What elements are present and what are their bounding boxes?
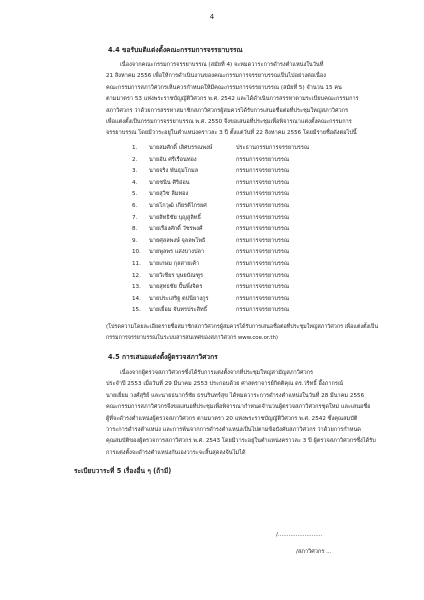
agenda-5-heading: ระเบียบวาระที่ 5 เรื่องอื่น ๆ (ถ้ามี) bbox=[74, 467, 172, 475]
committee-no: 2. bbox=[132, 156, 138, 163]
committee-role: กรรมการจรรยาบรรณ bbox=[236, 249, 290, 256]
committee-row bbox=[132, 178, 372, 190]
committee-row bbox=[132, 271, 372, 283]
committee-name: นายโกวุฒิ เกียรติไกรยศ bbox=[149, 202, 207, 209]
paragraph-line: เพื่อแต่งตั้งเป็นกรรมการจรรยาบรรณ พ.ศ. 2550 จึงขอเสนอที่ประชุมเพื่อพิจารณาแต่งตั้งคณะกรรมการ bbox=[106, 119, 352, 126]
committee-no: 4. bbox=[132, 179, 138, 186]
committee-name: นายเรืองศักดิ์ วัชรพงศ์ bbox=[149, 226, 203, 233]
committee-row bbox=[132, 294, 372, 306]
committee-role: กรรมการจรรยาบรรณ bbox=[236, 260, 290, 267]
committee-row bbox=[132, 213, 372, 225]
committee-no: 13. bbox=[132, 284, 141, 291]
paragraph-line: คุณสมบัติของผู้ตรวจการสภาวิศวกร พ.ศ. 2543 โดยมีวาระอยู่ในตำแหน่งคราวละ 3 ปี ผู้ตรวจสภาวิศวกรซึ่งได้รับ bbox=[106, 438, 376, 445]
committee-row bbox=[132, 247, 372, 259]
committee-name: นายประเสริฐ ตปนียางกูร bbox=[149, 295, 209, 302]
committee-list bbox=[132, 143, 372, 317]
committee-row bbox=[132, 305, 372, 317]
committee-role: กรรมการจรรยาบรรณ bbox=[236, 226, 290, 233]
committee-role: กรรมการจรรยาบรรณ bbox=[236, 214, 290, 221]
committee-name: นายชนิน ศิริอ่อน bbox=[149, 179, 190, 186]
committee-role: ประธานกรรมการจรรยาบรรณ bbox=[236, 145, 310, 151]
committee-role: กรรมการจรรยาบรรณ bbox=[236, 202, 290, 209]
committee-role: กรรมการจรรยาบรรณ bbox=[236, 295, 290, 302]
paragraph-line: ผู้ที่จะดำรงตำแหน่งผู้ตรวจสภาวิศวกร ตามมาตรา 20 แห่งพระราชบัญญัติวิศวกร พ.ศ. 2542 ซึ่งคุณสมบัติ bbox=[106, 415, 358, 422]
committee-row bbox=[132, 236, 372, 248]
committee-row bbox=[132, 166, 372, 178]
committee-row bbox=[132, 189, 372, 201]
section-4-4-paragraph bbox=[106, 60, 391, 140]
paragraph-line: 21 สิงหาคม 2556 เพื่อให้การดำเนินงานของคณะกรรมการจรรยาบรรณเป็นไปอย่างต่อเนื่อง bbox=[106, 73, 326, 80]
committee-row bbox=[132, 224, 372, 236]
paragraph-line: วาระการดำรงตำแหน่ง และการพ้นจากการดำรงตำแหน่งเป็นไปตามข้อบังคับสภาวิศวกร ว่าด้วยการกำหนด bbox=[106, 427, 361, 434]
paragraph-line: การแต่งตั้งจะดำรงตำแหน่งกันเองวาระจะสิ้นสุดลงจ้นไม่ได้ bbox=[106, 449, 246, 456]
paragraph-line: ตามมาตรา 53 แห่งพระราชบัญญัติวิศวกร พ.ศ. 2542 และได้ดำเนินการสรรหาตามระเบียบคณะกรรมการ bbox=[106, 96, 359, 103]
paragraph-line: สภาวิศวกร ว่าด้วยการสรรหาสมาชิกสภาวิศวกรผู้สมควรได้รับการเสนอชื่อต่อที่ประชุมใหญ่สภาวิศวกร bbox=[106, 107, 349, 114]
committee-no: 6. bbox=[132, 202, 138, 209]
section-4-5-heading: 4.5 การเสนอแต่งตั้งผู้ตรวจสภาวิศวกร bbox=[108, 353, 218, 361]
committee-name: นายวิเชียร บุษยบัณฑูร bbox=[149, 272, 204, 279]
committee-role: กรรมการจรรยาบรรณ bbox=[236, 272, 290, 279]
committee-no: 1. bbox=[132, 145, 138, 151]
committee-row bbox=[132, 155, 372, 167]
paragraph-line: เนื่องจากคณะกรรมการจรรยาบรรณ (สมัยที่ 4) จะหมดวาระการดำรงตำแหน่งในวันที่ bbox=[120, 62, 324, 68]
committee-name: นายศุลลพงษ์ จุลลพโพธิ bbox=[149, 237, 206, 244]
committee-no: 8. bbox=[132, 226, 138, 233]
committee-name: นายพูลพร แสงบางปลา bbox=[149, 249, 205, 256]
committee-no: 10. bbox=[132, 249, 141, 256]
committee-no: 15. bbox=[132, 307, 141, 314]
committee-no: 5. bbox=[132, 191, 138, 198]
committee-row bbox=[132, 259, 372, 271]
continue-text: /สภาวิศวกร ... bbox=[296, 549, 332, 555]
committee-name: นายสุวิช ลีมทอง bbox=[149, 191, 189, 198]
committee-name: นายสมศักดิ์ เลิศบรรณพงษ์ bbox=[149, 145, 213, 151]
committee-name: นายสุทธชัย ปั้นพึ่งจิตร bbox=[149, 284, 203, 291]
committee-role: กรรมการจรรยาบรรณ bbox=[236, 168, 290, 175]
paragraph-line: คณะกรรมการสภาวิศวกรเห็นควรกำหนดให้มีคณะกรรมการจรรยาบรรณ (สมัยที่ 5) จำนวน 15 คน bbox=[106, 84, 342, 91]
committee-no: 12. bbox=[132, 272, 141, 279]
page-number: 4 bbox=[209, 13, 215, 21]
committee-name: นายเยื่อม จันทรประสิทธิ์ bbox=[149, 307, 208, 314]
committee-name: นายจริง พันธุมโกมล bbox=[149, 168, 199, 175]
committee-role: กรรมการจรรยาบรรณ bbox=[236, 237, 290, 244]
committee-no: 9. bbox=[132, 237, 138, 244]
committee-role: กรรมการจรรยาบรรณ bbox=[236, 307, 290, 314]
note-text: (โปรดความโดยละเอียดรายชื่อสมาชิกสภาวิศวกรผู้สมควรได้รับการเสนอชื่อต่อที่ประชุมใหญ่สภาวิศวกร เพื่อแต่งตั้งเป็นกรรมการจรรยาบรรณในระบบสารสนเทศของสภาวิศวกร www.coe.or.th) bbox=[106, 324, 379, 341]
committee-role: กรรมการจรรยาบรรณ bbox=[236, 284, 290, 291]
slash-line: /......................... bbox=[276, 532, 323, 538]
committee-role: กรรมการจรรยาบรรณ bbox=[236, 191, 290, 198]
committee-name: นายเกษม กุลสายเค้า bbox=[149, 260, 200, 267]
paragraph-line: เนื่องจากผู้ตรวจสภาวิศวกรซึ่งได้รับการแต่งตั้งจากที่ประชุมใหญ่สามัญสภาวิศวกร bbox=[120, 370, 314, 376]
committee-row bbox=[132, 282, 372, 294]
section-4-4-heading: 4.4 ขอรับมติแต่งตั้งคณะกรรมการจรรยาบรรณ bbox=[108, 46, 243, 54]
committee-no: 3. bbox=[132, 168, 138, 175]
committee-name: นายสิทธิชัย บุญสูลิทธิ์ bbox=[149, 214, 201, 221]
paragraph-line: คณะกรรมการสภาวิศวกรจึงขอเสนอที่ประชุมเพื่อพิจารณากำหนดจำนวนผู้ตรวจสภาวิศวกรชุดใหม่ และเสนอชื่อ bbox=[106, 404, 371, 411]
paragraph-line: ประจำปี 2553 เมื่อวันที่ 29 มีนาคม 2553 ประกอบด้วย ศาสตราจารย์กิตติคุณ ดร.วริทธิ์ อึ้งภากรณ์ bbox=[106, 381, 344, 388]
paragraph-line: จรรยาบรรณ โดยมีวาระอยู่ในตำแหน่งคราวละ 3 ปี ตั้งแต่วันที่ 22 สิงหาคม 2556 โดยมีรายชื่อดังต่อไปนี้ bbox=[106, 130, 357, 137]
committee-role: กรรมการจรรยาบรรณ bbox=[236, 156, 290, 163]
committee-row bbox=[132, 143, 372, 155]
paragraph-line: นายเยี่ยม วงศ์สุริย์ และนายธนากร์ชัย ธรนรินทร์สุข ได้หมดวาระการดำรงตำแหน่งในวันที่ 28 มีนาคม 2556 bbox=[106, 392, 365, 399]
committee-role: กรรมการจรรยาบรรณ bbox=[236, 179, 290, 186]
committee-name: นายอัน ศรีเรือนทอง bbox=[149, 156, 197, 163]
section-4-5-paragraph bbox=[106, 368, 391, 459]
committee-no: 14. bbox=[132, 295, 141, 302]
committee-no: 7. bbox=[132, 214, 138, 221]
committee-row bbox=[132, 201, 372, 213]
committee-no: 11. bbox=[132, 260, 141, 267]
